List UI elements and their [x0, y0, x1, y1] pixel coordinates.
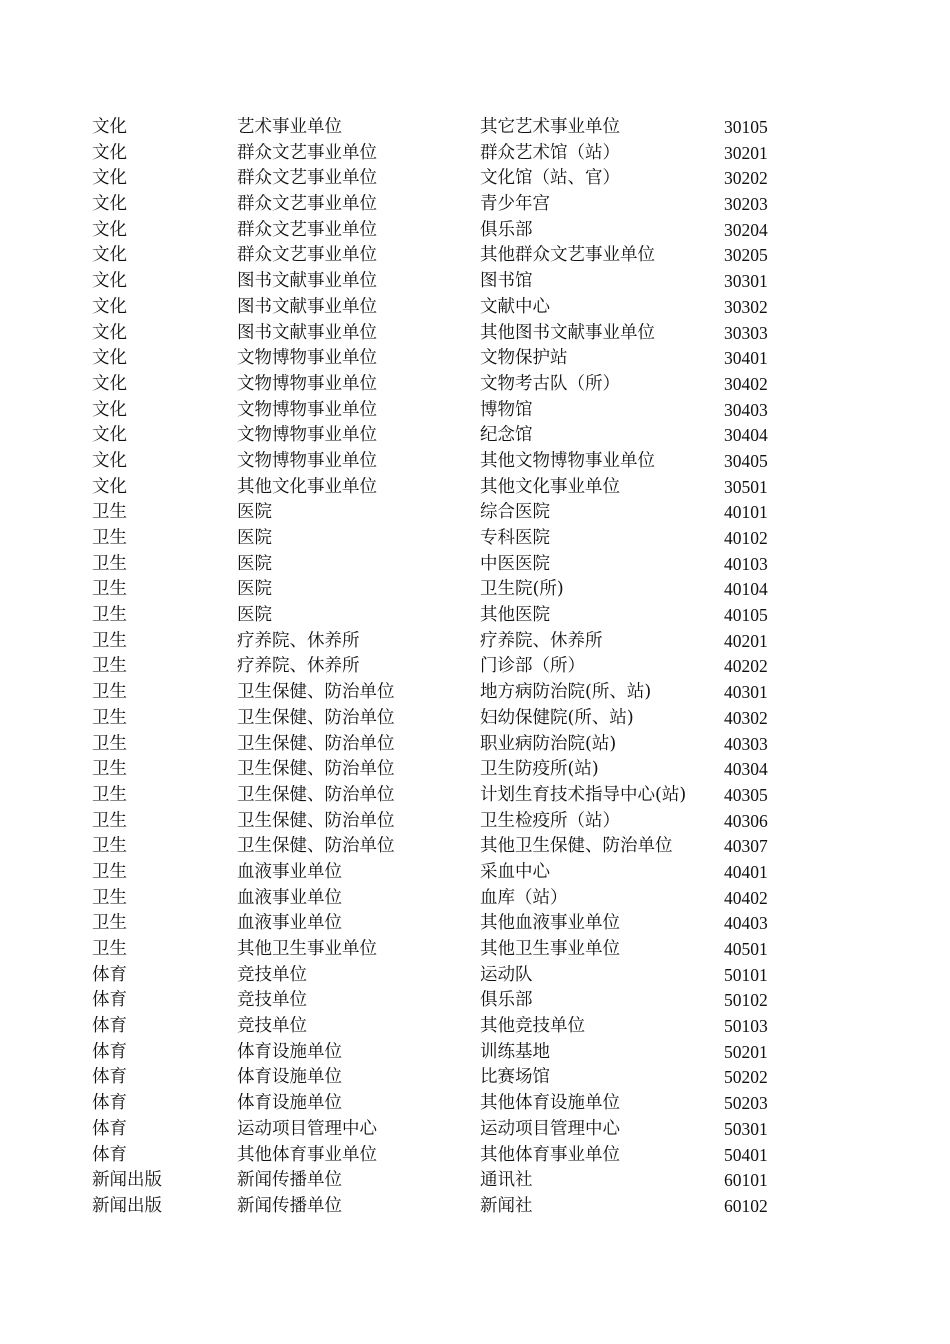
category-cell: 疗养院、休养所 [237, 656, 360, 677]
sector-cell: 文化 [92, 373, 127, 394]
subcategory-cell: 卫生防疫所(站) [480, 759, 599, 780]
subcategory-cell: 其他图书文献事业单位 [480, 322, 655, 343]
sector-cell: 卫生 [92, 861, 127, 882]
subcategory-cell: 其他血液事业单位 [480, 913, 620, 934]
sector-cell: 体育 [92, 964, 127, 985]
table-row [92, 577, 812, 603]
code-cell: 40403 [724, 913, 768, 934]
code-cell: 40402 [724, 887, 768, 908]
code-cell: 40104 [724, 579, 768, 600]
table-row [92, 783, 812, 809]
subcategory-cell: 新闻社 [480, 1195, 533, 1216]
subcategory-cell: 文物考古队（所） [480, 373, 620, 394]
code-cell: 40201 [724, 630, 768, 651]
category-cell: 医院 [237, 553, 272, 574]
code-cell: 40304 [724, 759, 768, 780]
sector-cell: 体育 [92, 1144, 127, 1165]
table-row [92, 398, 812, 424]
code-cell: 40305 [724, 784, 768, 805]
subcategory-cell: 卫生检疫所（站） [480, 810, 620, 831]
subcategory-cell: 地方病防治院(所、站) [480, 682, 652, 703]
table-row [92, 963, 812, 989]
sector-cell: 卫生 [92, 913, 127, 934]
code-cell: 50103 [724, 1016, 768, 1037]
code-cell: 40306 [724, 810, 768, 831]
category-cell: 卫生保健、防治单位 [237, 733, 395, 754]
category-cell: 卫生保健、防治单位 [237, 707, 395, 728]
table-row [92, 988, 812, 1014]
category-cell: 艺术事业单位 [237, 117, 342, 137]
table-row [92, 732, 812, 758]
sector-cell: 文化 [92, 271, 127, 292]
category-cell: 医院 [237, 502, 272, 523]
sector-cell: 体育 [92, 1067, 127, 1088]
sector-cell: 文化 [92, 399, 127, 420]
code-cell: 50102 [724, 990, 768, 1011]
code-cell: 50101 [724, 964, 768, 985]
code-cell: 30302 [724, 296, 768, 317]
category-cell: 图书文献事业单位 [237, 322, 377, 343]
category-cell: 血液事业单位 [237, 861, 342, 882]
category-cell: 医院 [237, 605, 272, 626]
subcategory-cell: 中医医院 [480, 553, 550, 574]
sector-cell: 卫生 [92, 836, 127, 857]
sector-cell: 卫生 [92, 682, 127, 703]
table-row [92, 166, 812, 192]
sector-cell: 文化 [92, 450, 127, 471]
code-cell: 50203 [724, 1093, 768, 1114]
table-row [92, 321, 812, 347]
code-cell: 60102 [724, 1195, 768, 1216]
subcategory-cell: 其他体育事业单位 [480, 1144, 620, 1165]
subcategory-cell: 纪念馆 [480, 425, 533, 446]
code-cell: 30501 [724, 476, 768, 497]
sector-cell: 卫生 [92, 939, 127, 959]
sector-cell: 文化 [92, 117, 127, 137]
table-row [92, 1065, 812, 1091]
subcategory-cell: 青少年宫 [480, 194, 550, 215]
classification-table [92, 115, 812, 1220]
subcategory-cell: 计划生育技术指导中心(站) [480, 784, 687, 805]
sector-cell: 体育 [92, 1016, 127, 1037]
table-row [92, 1117, 812, 1143]
category-cell: 竞技单位 [237, 1016, 307, 1037]
sector-cell: 卫生 [92, 784, 127, 805]
category-cell: 群众文艺事业单位 [237, 245, 377, 266]
code-cell: 30201 [724, 142, 768, 163]
table-row [92, 860, 812, 886]
subcategory-cell: 文化馆（站、官） [480, 168, 620, 189]
table-row [92, 115, 812, 141]
sector-cell: 卫生 [92, 810, 127, 831]
table-row [92, 1040, 812, 1066]
code-cell: 30202 [724, 168, 768, 189]
table-row [92, 911, 812, 937]
category-cell: 体育设施单位 [237, 1041, 342, 1062]
code-cell: 50202 [724, 1067, 768, 1088]
code-cell: 40401 [724, 861, 768, 882]
subcategory-cell: 俱乐部 [480, 219, 533, 240]
sector-cell: 卫生 [92, 630, 127, 651]
code-cell: 40302 [724, 707, 768, 728]
table-row [92, 423, 812, 449]
category-cell: 图书文献事业单位 [237, 296, 377, 317]
category-cell: 体育设施单位 [237, 1093, 342, 1114]
subcategory-cell: 运动项目管理中心 [480, 1118, 620, 1139]
table-row [92, 500, 812, 526]
code-cell: 30405 [724, 450, 768, 471]
code-cell: 50301 [724, 1118, 768, 1139]
table-row [92, 372, 812, 398]
subcategory-cell: 其他文化事业单位 [480, 476, 620, 497]
sector-cell: 文化 [92, 245, 127, 266]
category-cell: 文物博物事业单位 [237, 373, 377, 394]
category-cell: 血液事业单位 [237, 887, 342, 908]
table-row [92, 218, 812, 244]
category-cell: 卫生保健、防治单位 [237, 810, 395, 831]
sector-cell: 卫生 [92, 553, 127, 574]
subcategory-cell: 博物馆 [480, 399, 533, 420]
category-cell: 群众文艺事业单位 [237, 168, 377, 189]
sector-cell: 卫生 [92, 528, 127, 548]
table-row [92, 449, 812, 475]
sector-cell: 文化 [92, 168, 127, 189]
table-row [92, 1168, 812, 1194]
subcategory-cell: 疗养院、休养所 [480, 630, 603, 651]
subcategory-cell: 图书馆 [480, 271, 533, 292]
subcategory-cell: 妇幼保健院(所、站) [480, 707, 634, 728]
code-cell: 40102 [724, 528, 768, 548]
category-cell: 体育设施单位 [237, 1067, 342, 1088]
table-row [92, 757, 812, 783]
category-cell: 血液事业单位 [237, 913, 342, 934]
subcategory-cell: 门诊部（所） [480, 656, 585, 677]
category-cell: 疗养院、休养所 [237, 630, 360, 651]
subcategory-cell: 通讯社 [480, 1170, 533, 1191]
subcategory-cell: 其他群众文艺事业单位 [480, 245, 655, 266]
category-cell: 卫生保健、防治单位 [237, 759, 395, 780]
category-cell: 卫生保健、防治单位 [237, 682, 395, 703]
sector-cell: 卫生 [92, 707, 127, 728]
table-row [92, 1194, 812, 1220]
category-cell: 群众文艺事业单位 [237, 194, 377, 215]
sector-cell: 文化 [92, 296, 127, 317]
sector-cell: 新闻出版 [92, 1170, 162, 1191]
category-cell: 医院 [237, 528, 272, 548]
code-cell: 40101 [724, 502, 768, 523]
sector-cell: 体育 [92, 990, 127, 1011]
table-row [92, 629, 812, 655]
table-row [92, 1091, 812, 1117]
code-cell: 40301 [724, 682, 768, 703]
code-cell: 40303 [724, 733, 768, 754]
sector-cell: 卫生 [92, 579, 127, 600]
subcategory-cell: 文物保护站 [480, 348, 568, 369]
subcategory-cell: 训练基地 [480, 1041, 550, 1062]
table-row [92, 834, 812, 860]
table-row [92, 192, 812, 218]
code-cell: 30105 [724, 117, 768, 137]
sector-cell: 文化 [92, 194, 127, 215]
category-cell: 医院 [237, 579, 272, 600]
table-row [92, 243, 812, 269]
sector-cell: 新闻出版 [92, 1195, 162, 1216]
category-cell: 群众文艺事业单位 [237, 142, 377, 163]
table-row [92, 809, 812, 835]
category-cell: 卫生保健、防治单位 [237, 784, 395, 805]
sector-cell: 文化 [92, 142, 127, 163]
subcategory-cell: 综合医院 [480, 502, 550, 523]
sector-cell: 文化 [92, 219, 127, 240]
subcategory-cell: 其它艺术事业单位 [480, 117, 620, 137]
code-cell: 40202 [724, 656, 768, 677]
code-cell: 30203 [724, 194, 768, 215]
table-row [92, 295, 812, 321]
table-row [92, 346, 812, 372]
code-cell: 40501 [724, 939, 768, 959]
code-cell: 30204 [724, 219, 768, 240]
category-cell: 文物博物事业单位 [237, 399, 377, 420]
code-cell: 30205 [724, 245, 768, 266]
subcategory-cell: 运动队 [480, 964, 533, 985]
code-cell: 30303 [724, 322, 768, 343]
table-row [92, 552, 812, 578]
sector-cell: 卫生 [92, 656, 127, 677]
category-cell: 运动项目管理中心 [237, 1118, 377, 1139]
code-cell: 40105 [724, 605, 768, 626]
table-row [92, 269, 812, 295]
code-cell: 30401 [724, 348, 768, 369]
code-cell: 60101 [724, 1170, 768, 1191]
sector-cell: 体育 [92, 1093, 127, 1114]
table-row [92, 680, 812, 706]
subcategory-cell: 其他卫生事业单位 [480, 939, 620, 959]
subcategory-cell: 其他体育设施单位 [480, 1093, 620, 1114]
subcategory-cell: 职业病防治院(站) [480, 733, 617, 754]
sector-cell: 体育 [92, 1041, 127, 1062]
table-row [92, 141, 812, 167]
table-row [92, 886, 812, 912]
category-cell: 卫生保健、防治单位 [237, 836, 395, 857]
sector-cell: 文化 [92, 348, 127, 369]
category-cell: 其他文化事业单位 [237, 476, 377, 497]
category-cell: 其他卫生事业单位 [237, 939, 377, 959]
category-cell: 新闻传播单位 [237, 1195, 342, 1216]
table-row [92, 1143, 812, 1169]
sector-cell: 卫生 [92, 502, 127, 523]
subcategory-cell: 其他医院 [480, 605, 550, 626]
table-row [92, 475, 812, 501]
subcategory-cell: 卫生院(所) [480, 579, 564, 600]
table-row [92, 1014, 812, 1040]
sector-cell: 卫生 [92, 887, 127, 908]
code-cell: 30402 [724, 373, 768, 394]
table-row [92, 526, 812, 552]
table-row [92, 706, 812, 732]
subcategory-cell: 其他卫生保健、防治单位 [480, 836, 673, 857]
subcategory-cell: 血库（站） [480, 887, 568, 908]
sector-cell: 体育 [92, 1118, 127, 1139]
subcategory-cell: 群众艺术馆（站） [480, 142, 620, 163]
code-cell: 30404 [724, 425, 768, 446]
code-cell: 40103 [724, 553, 768, 574]
category-cell: 文物博物事业单位 [237, 348, 377, 369]
sector-cell: 卫生 [92, 733, 127, 754]
code-cell: 50201 [724, 1041, 768, 1062]
category-cell: 图书文献事业单位 [237, 271, 377, 292]
table-row [92, 654, 812, 680]
sector-cell: 卫生 [92, 605, 127, 626]
sector-cell: 文化 [92, 322, 127, 343]
subcategory-cell: 俱乐部 [480, 990, 533, 1011]
subcategory-cell: 其他文物博物事业单位 [480, 450, 655, 471]
table-row [92, 603, 812, 629]
category-cell: 竞技单位 [237, 964, 307, 985]
category-cell: 其他体育事业单位 [237, 1144, 377, 1165]
category-cell: 文物博物事业单位 [237, 450, 377, 471]
category-cell: 新闻传播单位 [237, 1170, 342, 1191]
subcategory-cell: 文献中心 [480, 296, 550, 317]
subcategory-cell: 专科医院 [480, 528, 550, 548]
table-row [92, 937, 812, 963]
sector-cell: 卫生 [92, 759, 127, 780]
code-cell: 30301 [724, 271, 768, 292]
sector-cell: 文化 [92, 476, 127, 497]
sector-cell: 文化 [92, 425, 127, 446]
code-cell: 50401 [724, 1144, 768, 1165]
subcategory-cell: 比赛场馆 [480, 1067, 550, 1088]
category-cell: 竞技单位 [237, 990, 307, 1011]
code-cell: 30403 [724, 399, 768, 420]
category-cell: 文物博物事业单位 [237, 425, 377, 446]
subcategory-cell: 采血中心 [480, 861, 550, 882]
category-cell: 群众文艺事业单位 [237, 219, 377, 240]
code-cell: 40307 [724, 836, 768, 857]
subcategory-cell: 其他竞技单位 [480, 1016, 585, 1037]
